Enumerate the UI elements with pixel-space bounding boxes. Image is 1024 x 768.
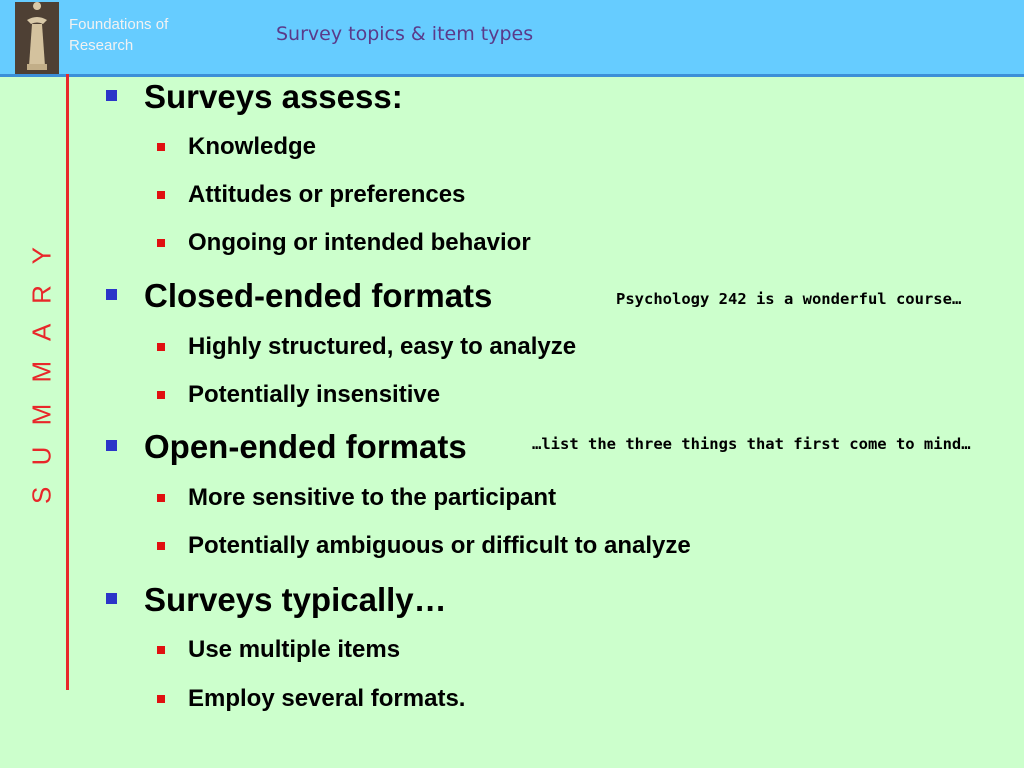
sub-bullet-label: More sensitive to the participant — [188, 484, 557, 511]
bullet-closed-ended — [106, 277, 492, 315]
square-bullet-icon — [157, 343, 165, 351]
sub-bullet-label: Knowledge — [188, 133, 317, 160]
slide-title: Survey topics & item types — [276, 23, 534, 45]
sub-bullet-label: Employ several formats. — [188, 685, 466, 712]
square-bullet-icon — [157, 494, 165, 502]
sub-bullet — [157, 636, 400, 664]
sub-bullet-label: Highly structured, easy to analyze — [188, 333, 577, 360]
sub-bullet-label: Use multiple items — [188, 636, 401, 663]
bullet-label: Surveys assess: — [144, 78, 403, 115]
bullet-surveys-assess — [106, 78, 403, 116]
square-bullet-icon — [106, 593, 117, 604]
summary-label: S U M M A R Y — [26, 240, 57, 504]
closed-ended-example: Psychology 242 is a wonderful course… — [616, 290, 962, 308]
square-bullet-icon — [157, 695, 165, 703]
square-bullet-icon — [157, 143, 165, 151]
square-bullet-icon — [106, 90, 117, 101]
course-name-line1: Foundations of — [69, 16, 169, 33]
sub-bullet-label: Potentially ambiguous or difficult to analyze — [188, 532, 691, 559]
course-name — [69, 14, 168, 56]
sub-bullet — [157, 685, 465, 713]
sub-bullet — [157, 181, 465, 209]
course-name-line2: Research — [69, 37, 134, 54]
square-bullet-icon — [157, 191, 165, 199]
sub-bullet — [157, 333, 576, 361]
sub-bullet — [157, 484, 556, 512]
bullet-surveys-typically — [106, 581, 447, 619]
bullet-open-ended — [106, 428, 467, 466]
sub-bullet-label: Potentially insensitive — [188, 381, 441, 408]
sub-bullet-label: Ongoing or intended behavior — [188, 229, 531, 256]
bullet-label: Open-ended formats — [144, 428, 467, 465]
open-ended-example: …list the three things that first come to mind… — [532, 435, 971, 453]
bullet-label: Closed-ended formats — [144, 277, 493, 314]
header-bar — [0, 0, 1024, 77]
square-bullet-icon — [157, 239, 165, 247]
square-bullet-icon — [106, 289, 117, 300]
statue-logo-icon — [15, 2, 59, 74]
vertical-divider — [66, 74, 69, 690]
bullet-label: Surveys typically… — [144, 581, 447, 618]
square-bullet-icon — [157, 542, 165, 550]
sub-bullet — [157, 229, 531, 257]
sub-bullet — [157, 532, 691, 560]
sub-bullet-label: Attitudes or preferences — [188, 181, 466, 208]
square-bullet-icon — [157, 646, 165, 654]
square-bullet-icon — [106, 440, 117, 451]
sub-bullet — [157, 381, 440, 409]
square-bullet-icon — [157, 391, 165, 399]
sub-bullet — [157, 133, 316, 161]
